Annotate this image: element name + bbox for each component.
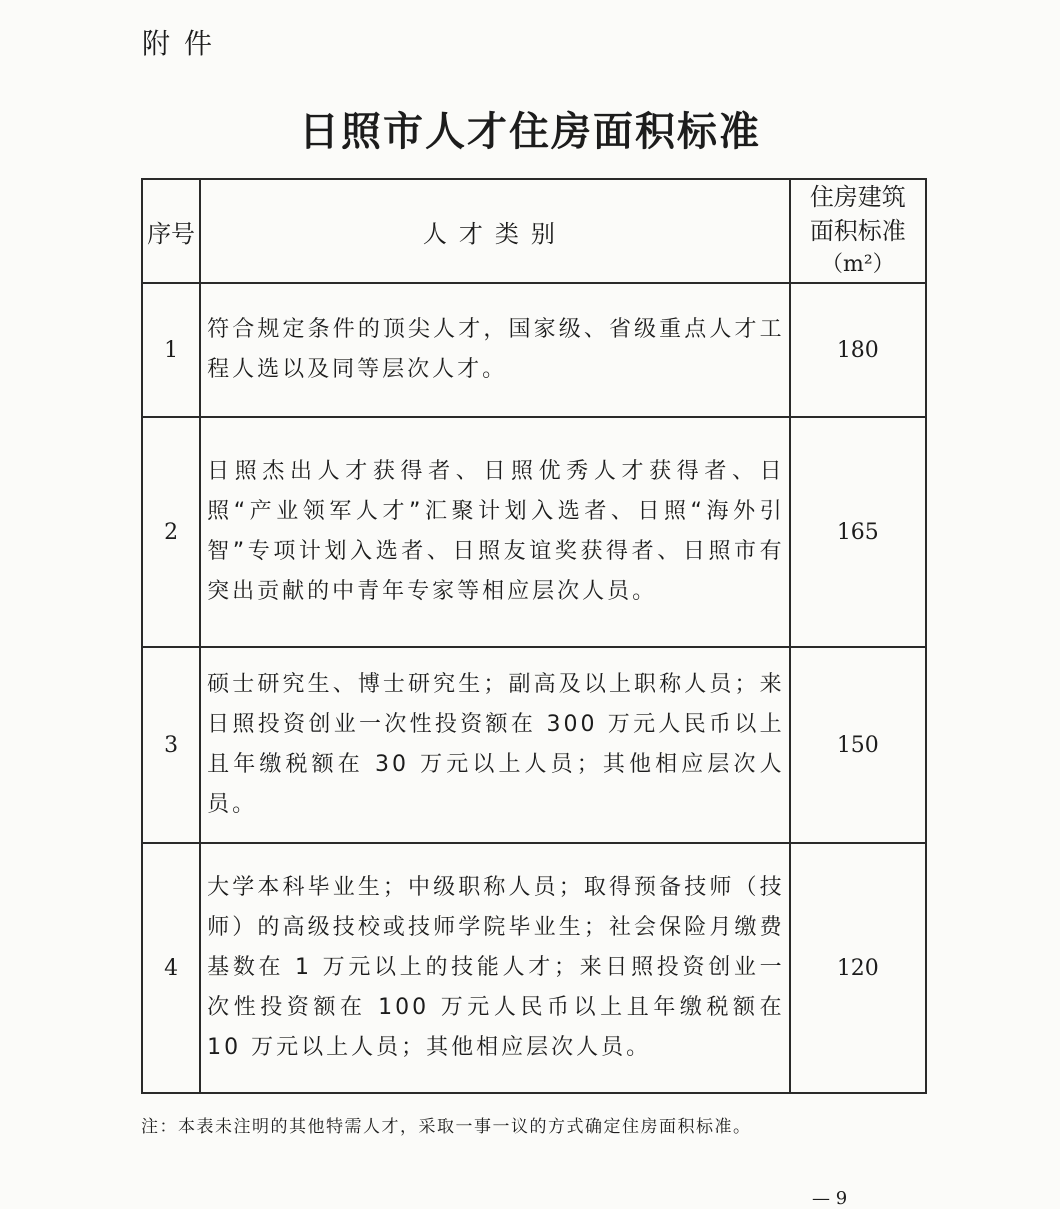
attachment-label: 附件 (142, 27, 227, 60)
row-seq: 3 (142, 647, 200, 843)
table-header-row (142, 179, 926, 283)
row-area: 120 (790, 843, 926, 1093)
row-area: 180 (790, 283, 926, 417)
row-category: 大学本科毕业生；中级职称人员；取得预备技师（技师）的高级技校或技师学院毕业生；社会保险月缴费基数在 1 万元以上的技能人才；来日照投资创业一次性投资额在 100 万元人民币以上且年缴税额在 10 万元以上人员；其他相应层次人员。 (200, 843, 790, 1093)
row-category: 日照杰出人才获得者、日照优秀人才获得者、日照“产业领军人才”汇聚计划入选者、日照“海外引智”专项计划入选者、日照友谊奖获得者、日照市有突出贡献的中青年专家等相应层次人员。 (200, 417, 790, 647)
row-seq: 2 (142, 417, 200, 647)
header-category: 人才类别 (200, 179, 790, 283)
row-area: 150 (790, 647, 926, 843)
table-row (142, 843, 926, 1093)
row-seq: 1 (142, 283, 200, 417)
header-seq: 序号 (142, 179, 200, 283)
table-note: 注：本表未注明的其他特需人才，采取一事一议的方式确定住房面积标准。 (141, 1117, 752, 1137)
header-area-line2: 面积标准 (809, 217, 906, 245)
housing-standard-table (141, 178, 927, 1094)
row-area: 165 (790, 417, 926, 647)
header-area (790, 179, 926, 283)
header-area-unit: （m²） (820, 252, 895, 277)
table-row (142, 647, 926, 843)
table-row (142, 417, 926, 647)
row-seq: 4 (142, 843, 200, 1093)
page-number: — 9 (812, 1188, 848, 1209)
table-row (142, 283, 926, 417)
header-area-line1: 住房建筑 (809, 183, 906, 211)
row-category: 符合规定条件的顶尖人才，国家级、省级重点人才工程人选以及同等层次人才。 (200, 283, 790, 417)
row-category: 硕士研究生、博士研究生；副高及以上职称人员；来日照投资创业一次性投资额在 300 万元人民币以上且年缴税额在 30 万元以上人员；其他相应层次人员。 (200, 647, 790, 843)
document-title: 日照市人才住房面积标准 (299, 108, 761, 155)
